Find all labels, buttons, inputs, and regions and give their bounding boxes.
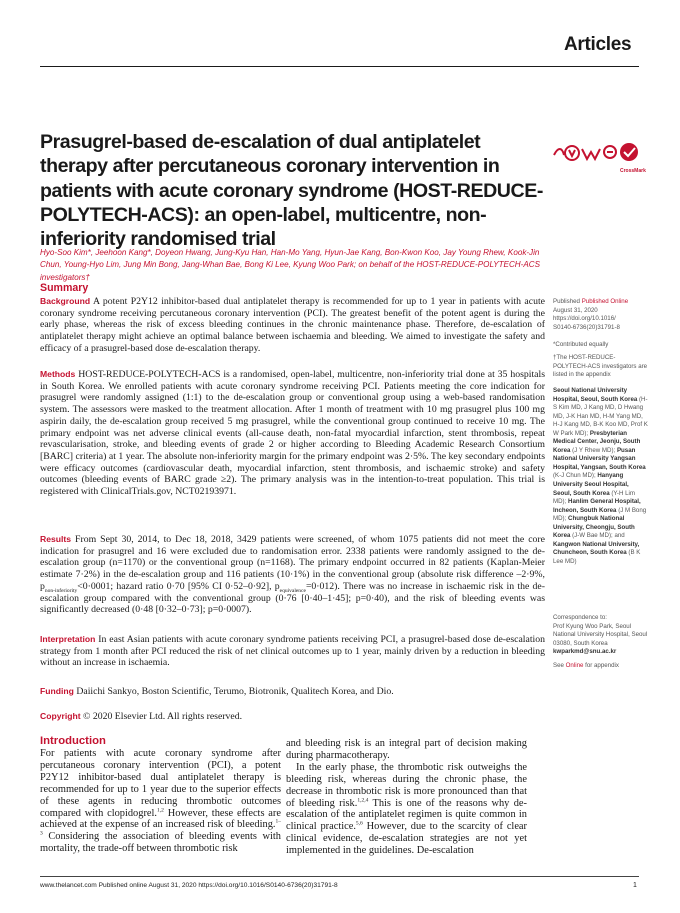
published-date: August 31, 2020 [553, 306, 598, 314]
affiliation-org: Kangwon National University, Chuncheon, South Korea [553, 540, 640, 557]
abstract-copyright-label: Copyright [40, 711, 81, 721]
appendix-online-link[interactable]: Online [565, 662, 584, 669]
journal-section-label: Articles [564, 34, 632, 55]
affiliation-people: (B K Lee MD) [553, 549, 641, 565]
affiliation-org: Hanlim General Hospital, Incheon, South Korea [553, 498, 641, 514]
article-title: Prasugrel-based de-escalation of dual antiplatelet therapy after percutaneous coronary intervention in patients with acute coronary syndrome (HOST-REDUCE-POLYTECH-ACS): an open-label, multicentre, non-inferiority randomised trial [40, 131, 543, 251]
abstract-background-label: Background [40, 296, 91, 306]
abstract-background [40, 296, 545, 355]
affiliation-org: Pusan National University Yangsan Hospital, Yangsan, South Korea [553, 446, 646, 471]
abstract-funding-label: Funding [40, 686, 74, 696]
intro-col1-text-c: Considering the association of bleeding events with mortality, the trade-off between thrombotic risk [40, 831, 281, 855]
abstract-interpretation-label: Interpretation [40, 634, 96, 644]
intro-column-1 [40, 748, 281, 855]
doi-line-2[interactable]: S0140-6736(20)31791-8 [553, 323, 620, 331]
abstract-funding [40, 686, 545, 698]
affiliation-people: (J-W Bae MD); [572, 532, 613, 540]
affiliation-people: (H-S Kim MD, J Kang MD, D Hwang MD, J-K Han MD, H-M Yang MD, H-J Kang MD, B-K Koo MD, Prof K W Park MD); [553, 395, 648, 437]
affiliation-org: Presbyterian Medical Center, Jeonju, South Korea [553, 429, 641, 454]
intro-col2-text-b: In the early phase, the thrombotic risk outweighs the bleeding risk, whereas during the chronic phase, the decrease in thrombotic risk is more pronounced than that of bleeding risk. [286, 761, 527, 809]
abstract-findings-sub-1: non-inferiority [44, 587, 78, 594]
abstract-findings [40, 534, 545, 616]
see-suffix: for appendix [585, 662, 619, 669]
intro-col2-text-c: This is one of the reasons why de-escalation of the antiplatelet regimen is quite common in clinical practice. [286, 797, 527, 833]
affiliation-org: Hanyang University Seoul Hospital, Seoul, South Korea [553, 472, 629, 497]
affiliation-org: Chungbuk National University, Cheongju, South Korea [553, 515, 635, 540]
citation[interactable]: 1–3 [40, 818, 281, 837]
abstract-copyright [40, 711, 545, 723]
affiliation-people: (J M Bong MD); [553, 506, 647, 523]
citation[interactable]: 1,2 [157, 807, 164, 814]
sidebar-correspondence [553, 614, 648, 657]
affiliation-and: and [614, 532, 625, 540]
author-list: Hyo-Soo Kim*, Jeehoon Kang*, Doyeon Hwang, Jung-Kyu Han, Han-Mo Yang, Hyun-Jae Kang, Bon-Kwon Koo, Jay Young Rhew, Kook-Jin Chun, Young-Hyo Lim, Jung Min Bong, Jang-Whan Bae, Bong Ki Lee, Kyung Woo Park; on behalf of the HOST-REDUCE-POLYTECH-ACS investigators† [40, 248, 540, 282]
correspondence-email[interactable]: kwparkmd@snu.ac.kr [553, 648, 617, 656]
published-online-link[interactable]: Published Online [581, 298, 629, 305]
sidebar-affiliations [553, 387, 648, 566]
affiliation-org: Seoul National University Hospital, Seoul, South Korea [553, 387, 638, 403]
abstract-findings-text-3: =0·012). There was no increase in ischaemic risk in the de-escalation group compared with the conventional group (0·76 [0·40–1·45]; p=0·40), and the risk of bleeding events was significantly decreased (0·48 [0·32–0·73]; p=0·0007). [40, 580, 545, 616]
abstract-findings-text-1: From Sept 30, 2014, to Dec 18, 2018, 3429 patients were screened, of whom 1075 patients did not meet the core indication for prasugrel and 16 were excluded due to randomisation error. 2338 patients were randomly assigned to the de-escalation group (n=1170) or the conventional group (n=1168). The primary endpoint occurred in 82 patients (Kaplan-Meier estimate 7·2%) in the de-escalation group and 116 patients (10·1%) in the conventional group (absolute risk difference –2·9%, p [40, 534, 545, 592]
affiliation-people: (K-J Chun MD); [553, 472, 596, 480]
abstract-methods-label: Methods [40, 369, 76, 379]
abstract-copyright-text: © 2020 Elsevier Ltd. All rights reserved. [83, 711, 243, 722]
intro-col1-text-b: However, these effects are achieved at the expense of an increased risk of bleeding. [40, 807, 281, 831]
abstract-methods-text: HOST-REDUCE-POLYTECH-ACS is a randomised, open-label, multicentre, non-inferiority trial done at 35 hospitals in South Korea. We enrolled patients with acute coronary syndrome receiving PCI. Patients meeting the core indication for prasugrel were randomly assigned (1:1) to the de-escalation group or conventional group using a web-based randomisation system. The assessors were masked to the treatment allocation. After 1 month of treatment with 10 mg prasugrel plus 100 mg aspirin daily, the de-escalation group received 5 mg prasugrel, while the conventional group continued to receive 10 mg. The primary endpoint was net adverse clinical events (all-cause death, non-fatal myocardial infarction, stent thrombosis, repeat revascularisation, stroke, and bleeding events of grade 2 or higher according to Bleeding Academic Research Consortium [BARC] criteria) at 1 year. The absolute non-inferiority margin for the primary endpoint was 2·5%. The key secondary endpoints were efficacy outcomes (cardiovascular death, myocardial infarction, stent thrombosis, and ischaemic stroke) and safety outcomes (bleeding events of BARC grade ≥2). The primary analysis was in the intention-to-treat population. This trial is registered with ClinicalTrials.gov, NCT02193971. [40, 369, 546, 498]
header-rule [40, 66, 639, 67]
svg-text:CrossMark: CrossMark [620, 168, 646, 174]
see-prefix: See [553, 662, 564, 669]
crossmark-badge[interactable] [550, 135, 650, 175]
footer-rule [40, 876, 639, 877]
abstract-background-text: A potent P2Y12 inhibitor-based dual antiplatelet therapy is recommended for up to 1 year in patients with acute coronary syndrome receiving percutaneous coronary intervention (PCI). The greatest benefit of the potent agent is during the early phase, whereas the risk of excess bleeding continues in the chronic maintenance phase. Therefore, de-escalation of antiplatelet therapy might achieve an optimal balance between ischaemia and bleeding. We aimed to investigate the safety and efficacy of a prasugrel-based dose de-escalation therapy. [40, 296, 545, 354]
published-online-prefix: Published [553, 298, 582, 305]
sidebar-investigators-note: †The HOST-REDUCE-POLYTECH-ACS investigators are listed in the appendix [553, 354, 648, 379]
abstract-findings-text-2: <0·0001; hazard ratio 0·70 [95% CI 0·52–0·92], p [77, 580, 280, 592]
abstract-findings-sub-2: equivalence [279, 587, 306, 594]
abstract-interpretation-text: In east Asian patients with acute coronary syndrome patients receiving PCI, a prasugrel-based dose de-escalation strategy from 1 month after PCI reduced the risk of net clinical outcomes up to 1 year, mainly driven by a reduction in bleeding without an increase in ischaemia. [40, 634, 545, 669]
citation[interactable]: 5,6 [355, 820, 363, 827]
page-number: 1 [633, 882, 637, 889]
intro-col2-text-a: and bleeding risk is an integral part of decision making during pharmacotherapy. [286, 738, 527, 761]
affiliation-people: (J Y Rhew MD); [572, 446, 616, 454]
correspondence-label: Correspondence to: [553, 614, 607, 621]
summary-heading: Summary [40, 282, 89, 294]
abstract-funding-text: Daiichi Sankyo, Boston Scientific, Terumo, Biotronik, Qualitech Korea, and Dio. [76, 686, 394, 697]
introduction-heading: Introduction [40, 735, 106, 747]
intro-column-2 [286, 738, 527, 857]
citation[interactable]: 1,2,4 [357, 797, 369, 804]
doi-line-1[interactable]: https://doi.org/10.1016/ [553, 315, 616, 323]
correspondence-name: Prof Kyung Woo Park, Seoul National University Hospital, Seoul 03080, South Korea [553, 622, 648, 647]
abstract-findings-label: Results [40, 534, 72, 544]
abstract-interpretation [40, 634, 545, 669]
sidebar-appendix-note [553, 662, 648, 671]
intro-col1-text-a: For patients with acute coronary syndrome after percutaneous coronary intervention (PCI), a potent P2Y12 inhibitor-based dual antiplatelet therapy is recommended for up to 1 year due to the superior effects of these agents in reducing thrombotic outcomes compared with clopidogrel. [40, 748, 281, 819]
crossmark-icon [550, 135, 650, 175]
abstract-methods [40, 369, 545, 498]
sidebar-equal-contribution: *Contributed equally [553, 341, 609, 348]
footer-citation: www.thelancet.com Published online August 31, 2020 https://doi.org/10.1016/S0140-6736(20)31791-8 [40, 882, 338, 889]
sidebar-publication-info [553, 298, 648, 332]
affiliation-people: (Y-H Lim MD); [553, 489, 636, 506]
intro-col2-text-d: However, due to the scarcity of clear clinical evidence, de-escalation strategies are not yet implemented in the guidelines. De-escalation [286, 821, 528, 857]
